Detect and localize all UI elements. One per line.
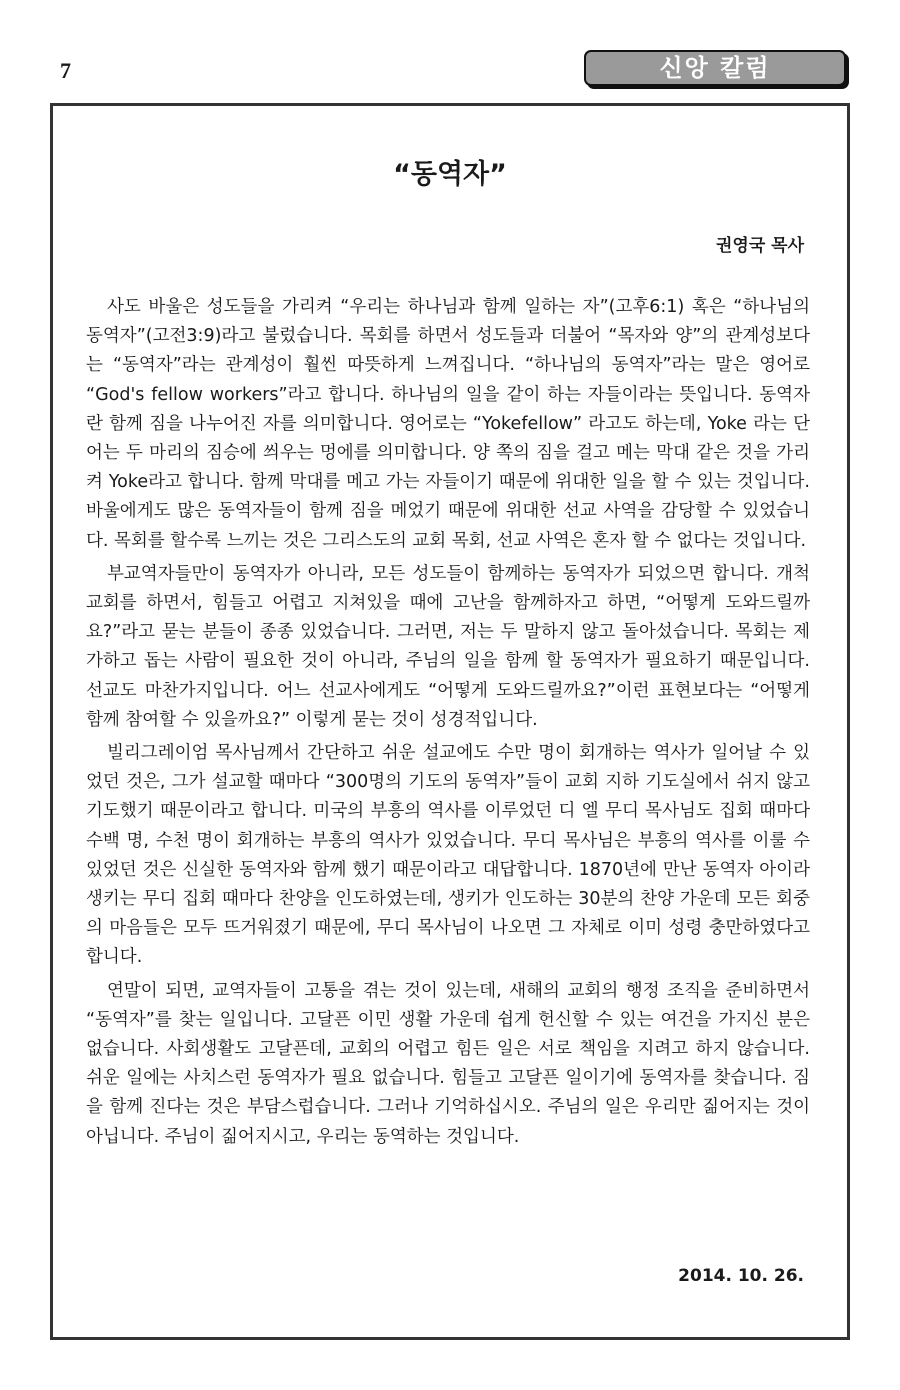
paragraph-1: 사도 바울은 성도들을 가리켜 “우리는 하나님과 함께 일하는 자”(고후6:1) 혹은 “하나님의 동역자”(고전3:9)라고 불렀습니다. 목회를 하면서 성도들과 더불어 “목자와 양”의 관계성보다는 “동역자”라는 관계성이 훨씬 따뜻하게 느껴집니다. “하나님의 동역자”라는 말은 영어로 “God's fellow workers”라고 합니다. 하나님의 일을 같이 하는 자들이라는 뜻입니다. 동역자란 함께 짐을 나누어진 자를 의미합니다. 영어로는 “Yokefellow” 라고도 하는데, Yoke 라는 단어는 두 마리의 짐승에 씌우는 멍에를 의미합니다. 양 쪽의 짐을 걸고 메는 막대 같은 것을 가리켜 Yoke라고 합니다. 함께 막대를 메고 가는 자들이기 때문에 위대한 일을 할 수 있는 것입니다. 바울에게도 많은 동역자들이 함께 짐을 메었기 때문에 위대한 선교 사역을 감당할 수 있었습니다. 목회를 할수록 느끼는 것은 그리스도의 교회 목회, 선교 사역은 혼자 할 수 없다는 것입니다.	[86, 297, 810, 551]
article-frame	[50, 103, 850, 1340]
article-title: “동역자”	[393, 159, 507, 190]
article-date: 2014. 10. 26.	[678, 1266, 804, 1286]
article-author: 권영국 목사	[715, 236, 804, 256]
page-number: 7	[60, 58, 71, 83]
paragraph-3: 빌리그레이엄 목사님께서 간단하고 쉬운 설교에도 수만 명이 회개하는 역사가 일어날 수 있었던 것은, 그가 설교할 때마다 “300명의 기도의 동역자”들이 교회 지하 기도실에서 쉬지 않고 기도했기 때문이라고 합니다. 미국의 부흥의 역사를 이루었던 디 엘 무디 목사님도 집회 때마다 수백 명, 수천 명이 회개하는 부흥의 역사가 있었습니다. 무디 목사님은 부흥의 역사를 이룰 수 있었던 것은 신실한 동역자와 함께 했기 때문이라고 대답합니다. 1870년에 만난 동역자 아이라 생키는 무디 집회 때마다 찬양을 인도하였는데, 생키가 인도하는 30분의 찬양 가운데 모든 회중의 마음들은 모두 뜨거워졌기 때문에, 무디 목사님이 나오면 그 자체로 이미 성령 충만하였다고 합니다.	[86, 743, 810, 968]
article-body	[86, 293, 810, 1156]
paragraph-4: 연말이 되면, 교역자들이 고통을 겪는 것이 있는데, 새해의 교회의 행정 조직을 준비하면서 “동역자”를 찾는 일입니다. 고달픈 이민 생활 가운데 쉽게 헌신할 수 있는 여건을 가지신 분은 없습니다. 사회생활도 고달픈데, 교회의 어렵고 힘든 일은 서로 책임을 지려고 하지 않습니다. 쉬운 일에는 사치스런 동역자가 필요 없습니다. 힘들고 고달픈 일이기에 동역자를 찾습니다. 짐을 함께 진다는 것은 부담스럽습니다. 그러나 기억하십시오. 주님의 일은 우리만 짊어지는 것이 아닙니다. 주님이 짊어지시고, 우리는 동역하는 것입니다.	[86, 980, 810, 1147]
paragraph-2: 부교역자들만이 동역자가 아니라, 모든 성도들이 함께하는 동역자가 되었으면 합니다. 개척교회를 하면서, 힘들고 어렵고 지쳐있을 때에 고난을 함께하자고 하면, “어떻게 도와드릴까요?”라고 묻는 분들이 종종 있었습니다. 그러면, 저는 두 말하지 않고 돌아섰습니다. 목회는 제가하고 돕는 사람이 필요한 것이 아니라, 주님의 일을 함께 할 동역자가 필요하기 때문입니다. 선교도 마찬가지입니다. 어느 선교사에게도 “어떻게 도와드릴까요?”이런 표현보다는 “어떻게 함께 참여할 수 있을까요?” 이렇게 묻는 것이 성경적입니다.	[86, 563, 810, 730]
section-tab: 신앙 칼럼	[584, 50, 846, 86]
